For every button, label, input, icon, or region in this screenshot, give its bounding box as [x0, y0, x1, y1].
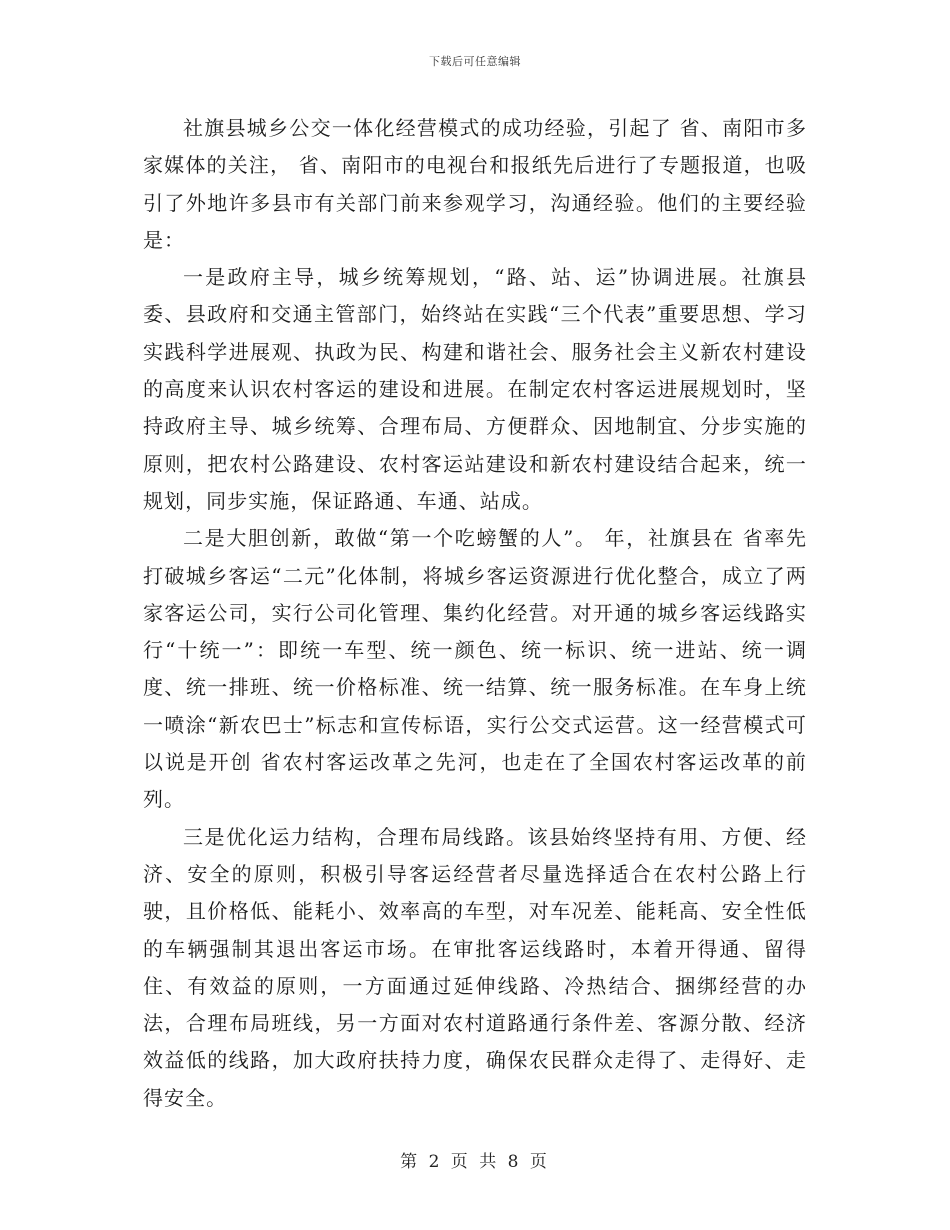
- paragraph-point-2: 二是大胆创新，敢做“第一个吃螃蟹的人”。 年，社旗县在 省率先打破城乡客运“二元”化体制，将城乡客运资源进行优化整合，成立了两家客运公司，实行公司化管理、集约化经营。对开通的城乡客运线路实行“十统一”：即统一车型、统一颜色、统一标识、统一进站、统一调度、统一排班、统一价格标准、统一结算、统一服务标准。在车身上统一喷涂“新农巴士”标志和宣传标语，实行公交式运营。这一经营模式可以说是开创 省农村客运改革之先河，也走在了全国农村客运改革的前列。: [143, 526, 807, 812]
- paragraph-point-1: 一是政府主导，城乡统筹规划，“路、站、运”协调进展。社旗县委、县政府和交通主管部门，始终站在实践“三个代表”重要思想、学习实践科学进展观、执政为民、构建和谐社会、服务社会主义新农村建设的高度来认识农村客运的建设和进展。在制定农村客运进展规划时，坚持政府主导、城乡统筹、合理布局、方便群众、因地制宜、分步实施的原则，把农村公路建设、农村客运站建设和新农村建设结合起来，统一规划，同步实施，保证路通、车通、站成。: [143, 265, 807, 513]
- paragraph-intro: 社旗县城乡公交一体化经营模式的成功经验，引起了 省、南阳市多家媒体的关注， 省、南阳市的电视台和报纸先后进行了专题报道，也吸引了外地许多县市有关部门前来参观学习，沟通经验。他们的主要经验是：: [143, 116, 807, 252]
- document-body: [143, 110, 807, 1117]
- page-number-footer: 第 2 页 共 8 页: [400, 1152, 550, 1172]
- paragraph-point-3: 三是优化运力结构，合理布局线路。该县始终坚持有用、方便、经济、安全的原则，积极引导客运经营者尽量选择适合在农村公路上行驶，且价格低、能耗小、效率高的车型，对车况差、能耗高、安全性低的车辆强制其退出客运市场。在审批客运线路时，本着开得通、留得住、有效益的原则，一方面通过延伸线路、冷热结合、捆绑经营的办法，合理布局班线，另一方面对农村道路通行条件差、客源分散、经济效益低的线路，加大政府扶持力度，确保农民群众走得了、走得好、走得安全。: [143, 824, 807, 1110]
- page-header-note: 下载后可任意编辑: [429, 55, 521, 68]
